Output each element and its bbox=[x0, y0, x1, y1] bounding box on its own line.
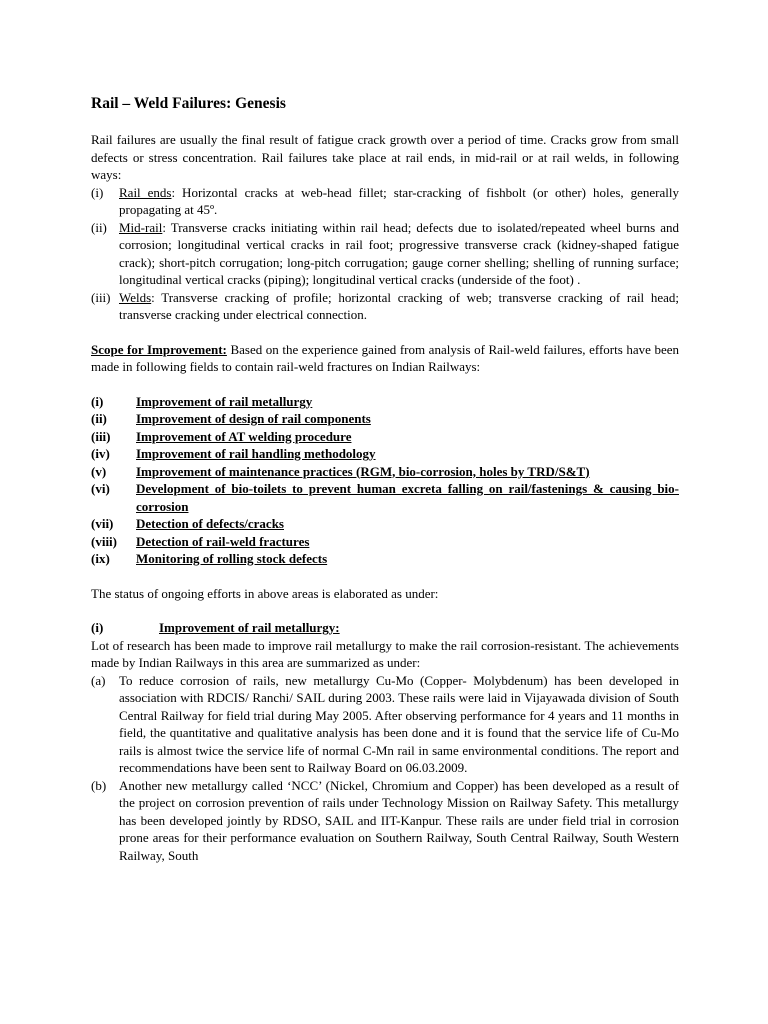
section-items bbox=[91, 672, 679, 865]
item-text: To reduce corrosion of rails, new metallurgy Cu-Mo (Copper- Molybdenum) has been developed in association with RDCIS/ Ranchi/ SAIL during 2003. These rails were laid in Vijayawada division of South Central Railway for field trial during May 2005. After observing performance for 4 years and 11 months in field, the quantitative and qualitative analysis has been done and it is found that the service life of Cu-Mo rails is almost twice the service life of normal C-Mn rail in same environmental conditions. The report and recommendations have been sent to Railway Board on 06.03.2009. bbox=[119, 672, 679, 775]
item-text: Another new metallurgy called ‘NCC’ (Nickel, Chromium and Copper) has been developed as a result of the project on corrosion prevention of rails under Technology Mission on Railway Safety. This metallurgy has been developed jointly by RDSO, SAIL and IIT-Kanpur. These rails are under field trial in corrosion prone areas for their performance evaluation on Southern Railway, South Central Railway, South Western Railway, South bbox=[119, 777, 679, 863]
section-number: (i) bbox=[91, 620, 104, 635]
item-number: (b) bbox=[91, 777, 107, 793]
scope-paragraph bbox=[91, 341, 679, 376]
improvement-item: (vii) Detection of defects/cracks bbox=[91, 516, 284, 531]
document-body bbox=[91, 95, 679, 864]
scope-label: Scope for Improvement: bbox=[91, 341, 227, 357]
improvement-item: (vi) Development of bio-toilets to prevent human excreta falling on rail/fastenings & causing bio-corrosion bbox=[91, 481, 679, 514]
improvement-item: (v) Improvement of maintenance practices (RGM, bio-corrosion, holes by TRD/S&T) bbox=[91, 463, 590, 479]
section-title: Improvement of rail metallurgy: bbox=[159, 620, 340, 635]
item-number: (i) bbox=[91, 184, 104, 200]
failure-type-label: Rail ends bbox=[119, 184, 172, 200]
failure-type-label: Welds bbox=[119, 289, 152, 305]
failure-type-text: : Transverse cracks initiating within rail head; defects due to isolated/repeated wheel burns and corrosion; longitudinal vertical cracks in rail foot; progressive transverse crack (kidney-shaped fatigue crack); short-pitch corrugation; long-pitch corrugation; gauge corner shelling; shelling of running surface; longitudinal vertical cracks (piping); longitudinal vertical cracks (underside of the foot) . bbox=[119, 219, 679, 287]
failure-type-item bbox=[91, 289, 679, 324]
failure-type-text: : Transverse cracking of profile; horizontal cracking of web; transverse cracking of rail head; transverse cracking under electrical connection. bbox=[119, 289, 679, 322]
document-title: Rail – Weld Failures: Genesis bbox=[91, 95, 286, 112]
section-heading bbox=[91, 619, 679, 637]
intro-paragraph: Rail failures are usually the final result of fatigue crack growth over a period of time. Cracks grow from small defects or stress concentration. Rail failures take place at rail ends, in mid-rail or at rail welds, in following ways: bbox=[91, 132, 679, 182]
improvements-list bbox=[91, 393, 679, 568]
improvement-item: (viii) Detection of rail-weld fractures bbox=[91, 533, 310, 549]
improvement-item: (iii) Improvement of AT welding procedure bbox=[91, 428, 352, 444]
improvement-item: (iv) Improvement of rail handling methodology bbox=[91, 446, 376, 461]
item-number: (a) bbox=[91, 672, 106, 688]
status-line: The status of ongoing efforts in above areas is elaborated as under: bbox=[91, 585, 439, 601]
scope-text: Based on the experience gained from analysis of Rail-weld failures, efforts have been made in following fields to contain rail-weld fractures on Indian Railways: bbox=[91, 341, 680, 374]
improvement-item: (i) Improvement of rail metallurgy bbox=[91, 393, 313, 409]
failure-type-item bbox=[91, 184, 679, 219]
section-intro: Lot of research has been made to improve rail metallurgy to make the rail corrosion-resistant. The achievements made by Indian Railways in this area are summarized as under: bbox=[91, 637, 679, 670]
failure-type-text: : Horizontal cracks at web-head fillet; star-cracking of fishbolt (or other) holes, generally propagating at 45º. bbox=[119, 184, 679, 217]
failure-type-label: Mid-rail bbox=[119, 219, 163, 235]
section-item bbox=[91, 672, 679, 777]
improvement-item: (ix) Monitoring of rolling stock defects bbox=[91, 551, 328, 566]
failure-types-list bbox=[91, 184, 679, 324]
item-number: (iii) bbox=[91, 289, 111, 305]
failure-type-item bbox=[91, 219, 679, 289]
item-number: (ii) bbox=[91, 219, 107, 235]
improvement-item: (ii) Improvement of design of rail components bbox=[91, 411, 371, 426]
section-item bbox=[91, 777, 679, 865]
